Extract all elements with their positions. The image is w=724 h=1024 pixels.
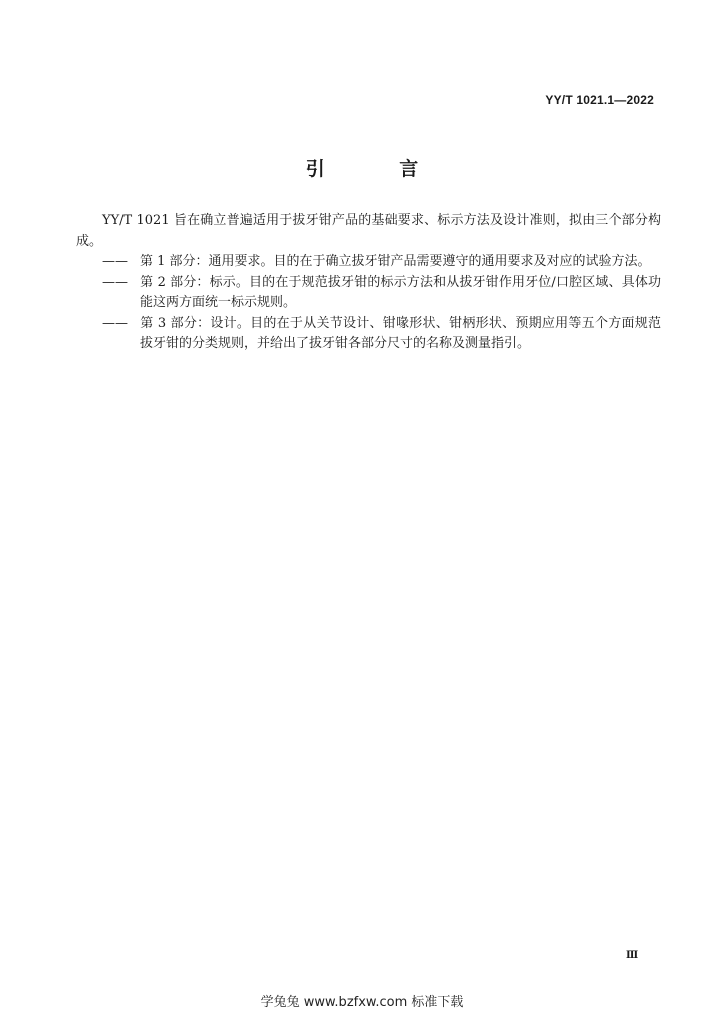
list-item [76,252,661,273]
list-item-text: 第 2 部分：标示。目的在于规范拔牙钳的标示方法和从拔牙钳作用牙位/口腔区域、具体功能这两方面统一标示规则。 [140,274,661,310]
list-dash: —— [102,254,128,269]
page-title: 引 言 [305,158,453,180]
list-item-text: 第 1 部分：通用要求。目的在于确立拔牙钳产品需要遵守的通用要求及对应的试验方法。 [140,254,651,269]
parts-list [76,252,661,355]
footer-watermark: 学兔兔 www.bzfxw.com 标准下载 [260,995,464,1010]
page-number: Ⅲ [626,950,639,961]
intro-paragraph: YY/T 1021 旨在确立普遍适用于拔牙钳产品的基础要求、标示方法及设计准则，拟由三个部分构成。 [76,213,661,249]
list-item-text: 第 3 部分：设计。目的在于从关节设计、钳喙形状、钳柄形状、预期应用等五个方面规范拔牙钳的分类规则，并给出了拔牙钳各部分尺寸的名称及测量指引。 [140,315,661,351]
list-dash: —— [102,315,128,331]
list-item [76,273,661,314]
document-code: YY/T 1021.1—2022 [545,93,654,107]
list-dash: —— [102,274,128,290]
list-item [76,314,661,355]
body-text [76,211,661,355]
